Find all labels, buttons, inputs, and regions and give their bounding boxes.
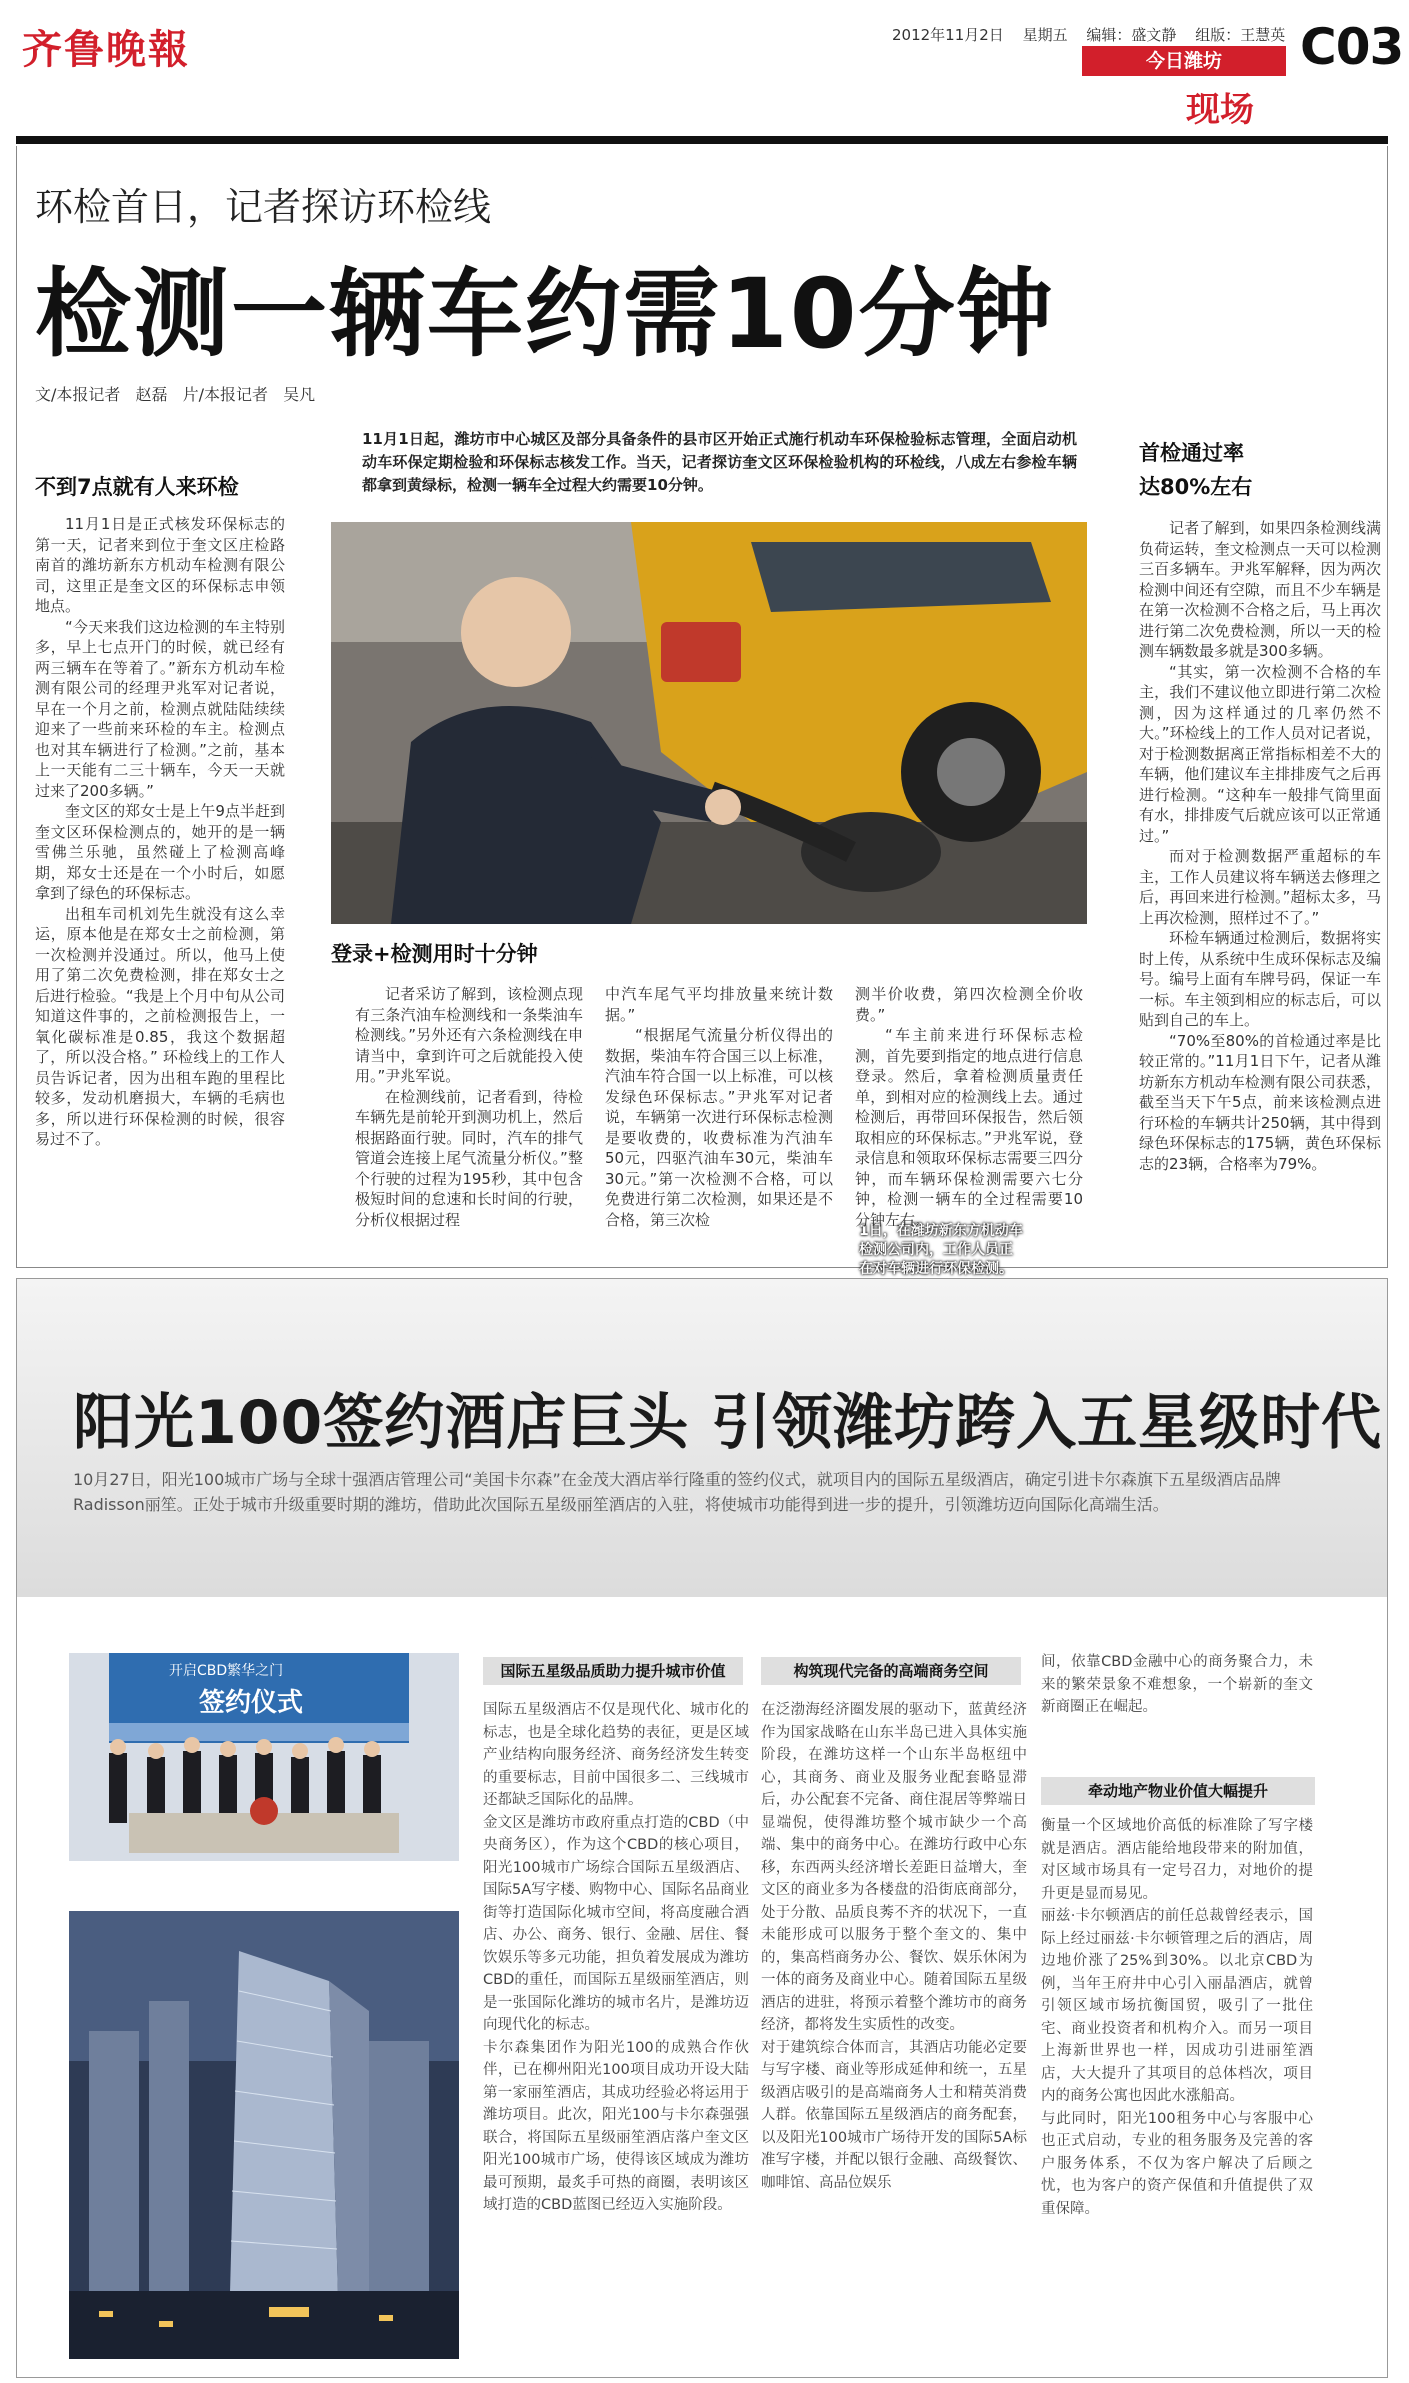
advertorial-column-3-top [1041,1651,1313,1719]
paragraph: 而对于检测数据严重超标的车主，工作人员建议将车辆送去修理之后，再回来进行检测。”超标太多，马上再次检测，照样过不了。” [1139,847,1381,927]
paragraph: 11月1日是正式核发环保标志的第一天，记者来到位于奎文区庄检路南首的潍坊新东方机动车检测有限公司，这里正是奎文区的环保标志申领地点。 [35,515,285,615]
right-subhead-line-2: 达80%左右 [1139,475,1253,499]
article-byline [35,382,325,405]
middle-subhead: 登录+检测用时十分钟 [331,942,538,966]
page-number: C03 [1300,18,1404,76]
section-tag-property-value: 牵动地产物业价值大幅提升 [1041,1777,1315,1805]
paragraph: 对于建筑综合体而言，其酒店功能必定要与写字楼、商业等形成延伸和统一，五星级酒店吸引的是高端商务人士和精英消费人群。依靠国际五星级酒店的商务配套，以及阳光100城市广场待开发的国际5A标准写字楼，并配以银行金融、高级餐饮、咖啡馆、高品位娱乐 [761,2039,1027,2191]
article-headline: 检测一辆车约需10分钟 [35,258,1055,370]
paragraph: 测半价收费，第四次检测全价收费。” [855,985,1083,1024]
paragraph: “70%至80%的首检通过率是比较正常的。”11月1日下午，记者从潍坊新东方机动车检测有限公司获悉，截至当天下午5点，前来该检测点进行环检的车辆共计250辆，其中得到绿色环保标志的175辆，黄色环保标志的23辆，合格率为79%。 [1139,1031,1381,1173]
advertorial-column-1 [483,1699,749,2217]
article-lede: 11月1日起，潍坊市中心城区及部分具备条件的县市区开始正式施行机动车环保检验标志管理，全面启动机动车环保定期检验和环保标志核发工作。当天，记者探访奎文区环保检验机构的环检线，八成左右参检车辆都拿到黄绿标，检测一辆车全过程大约需要10分钟。 [362,430,1077,494]
paragraph: 金文区是潍坊市政府重点打造的CBD（中央商务区），作为这个CBD的核心项目，阳光100城市广场综合国际五星级酒店、国际5A写字楼、购物中心、国际名品商业街等打造国际化城市空间，将高度融合酒店、办公、商务、银行、金融、居住、餐饮娱乐等多元功能，担负着发展成为潍坊CBD的重任，而国际五星级丽笙酒店，则是一张国际化潍坊的城市名片，是潍坊迈向现代化的标志。 [483,1814,749,2033]
editor-credit: 编辑：盛文静 [1086,26,1177,44]
paragraph: 中汽车尾气平均排放量来统计数据。” [605,985,833,1024]
section-tag-city-value: 国际五星级品质助力提升城市价值 [483,1657,743,1685]
photo-illustration [69,1911,459,2359]
paragraph: 奎文区的郑女士是上午9点半赶到奎文区环保检测点的，她开的是一辆雪佛兰乐驰，虽然碰上了检测高峰期，郑女士还是在一个小时后，如愿拿到了绿色的环保标志。 [35,802,285,902]
paragraph: 记者了解到，如果四条检测线满负荷运转，奎文检测点一天可以检测三百多辆车。尹兆军解释，因为两次检测中间还有空隙，而且不少车辆是在第一次检测不合格之后，马上再次进行第二次免费检测，所以一天的检测车辆数最多就是300多辆。 [1139,519,1381,660]
advertorial-lede: 10月27日，阳光100城市广场与全球十强酒店管理公司“美国卡尔森”在金茂大酒店举行隆重的签约仪式，就项目内的国际五星级酒店，确定引进卡尔森旗下五星级酒店品牌Radisson丽笙。正处于城市升级重要时期的潍坊，借助此次国际五星级丽笙酒店的入驻，将使城市功能得到进一步的提升，引领潍坊迈向国际化高端生活。 [73,1470,1281,1514]
left-subhead: 不到7点就有人来环检 [35,475,239,499]
subsection-label: 现场 [1186,90,1254,130]
byline-text-label: 文/本报记者 [35,385,121,404]
advertorial-article [16,1278,1388,2378]
issue-date: 2012年11月2日 [892,26,1004,44]
paragraph: 出租车司机刘先生就没有这么幸运，原本他是在郑女士之前检测，第一次检测并没通过。所以，他马上使用了第二次免费检测，排在郑女士之后进行检验。“我是上个月中旬从公司知道这件事的，之前检测报告上，一氧化碳标准是0.85，我这个数据超了，所以没合格。” 环检线上的工作人员告诉记者，因为出租车跑的里程比较多，发动机磨损大，车辆的毛病也多，所以进行环保检测的时候，很容易过不了。 [35,904,285,1148]
signing-ceremony-photo [69,1653,459,1861]
right-subhead-line-1: 首检通过率 [1139,441,1244,465]
article-kicker: 环检首日，记者探访环检线 [35,185,492,229]
paragraph: 在检测线前，记者看到，待检车辆先是前轮开到测功机上，然后根据路面行驶。同时，汽车的排气管道会连接上尾气流量分析仪。”整个行驶的过程为195秒，其中包含极短时间的怠速和长时间的行驶，分析仪根据过程 [355,1087,583,1229]
paragraph: 记者采访了解到，该检测点现有三条汽油车检测线和一条柴油车检测线。”另外还有六条检测线在申请当中，拿到许可之后就能投入使用。”尹兆军说。 [355,985,583,1085]
middle-column-3 [855,984,1083,1230]
middle-column-2 [605,984,833,1230]
byline-text-author: 赵磊 [135,385,168,404]
paragraph: 环检车辆通过检测后，数据将实时上传，从系统中生成环保标志及编号。编号上面有车牌号码，保证一车一标。车主领到相应的标志后，可以贴到自己的车上。 [1139,929,1381,1029]
main-article [16,146,1388,1277]
photo-caption: 1日，在潍坊新东方机动车检测公司内，工作人员正在对车辆进行环保检测。 [859,1223,1023,1277]
paragraph: “今天来我们这边检测的车主特别多，早上七点开门的时候，就已经有两三辆车在等着了。”新东方机动车检测有限公司的经理尹兆军对记者说，早在一个月之前，检测点就陆陆续续迎来了一些前来环检的车主。检测点也对其车辆进行了检测。”之前，基本上一天能有二三十辆车，今天一天就过来了200多辆。” [35,617,285,800]
paragraph: 与此同时，阳光100租务中心与客服中心也正式启动，专业的租务服务及完善的客户服务体系，不仅为客户解决了后顾之忧，也为客户的资产保值和升值提供了双重保障。 [1041,2110,1313,2217]
advertorial-column-2 [761,1699,1027,2194]
photo1-banner-text: 开启CBD繁华之门 [169,1663,284,1679]
paragraph: 卡尔森集团作为阳光100的成熟合作伙伴，已在柳州阳光100项目成功开设大陆第一家丽笙酒店，其成功经验必将运用于潍坊项目。此次，阳光100与卡尔森强强联合，将国际五星级丽笙酒店落户奎文区阳光100城市广场，使得该区域成为潍坊最可预期，最炙手可热的商圈，表明该区域打造的CBD蓝图已经迈入实施阶段。 [483,2039,749,2213]
section-tag-business-space: 构筑现代完备的高端商务空间 [761,1657,1021,1685]
paragraph: 丽兹·卡尔顿酒店的前任总裁曾经表示，国际上经过丽兹·卡尔顿管理之后的酒店，周边地价涨了25%到30%。以北京CBD为例，当年王府井中心引入丽晶酒店，就曾引领区域市场抗衡国贸，吸引了一批住宅、商业投资者和机构介入。而另一项目上海新世界也一样，因成功引进丽笙酒店，大大提升了其项目的总体档次，项目内的商务公寓也因此水涨船高。 [1041,1908,1313,2104]
issue-meta [892,24,1299,45]
middle-column-1 [355,984,583,1230]
photo-illustration [69,1653,459,1861]
byline-photo-label: 片/本报记者 [182,385,269,404]
left-column [35,514,285,1150]
layout-credit: 组版：王慧英 [1195,26,1286,44]
advertorial-headline: 阳光100签约酒店巨头 引领潍坊跨入五星级时代 [73,1388,1383,1458]
masthead [0,0,1409,140]
header-rule [16,136,1388,144]
section-label: 今日潍坊 [1082,46,1286,76]
right-subhead [1139,436,1252,504]
city-skyline-rendering [69,1911,459,2359]
paragraph: 在泛渤海经济圈发展的驱动下，蓝黄经济作为国家战略在山东半岛已进入具体实施阶段，在潍坊这样一个山东半岛枢纽中心，其商务、商业及服务业配套略显滞后，办公配套不完备、商住混居等弊端日显端倪，使得潍坊整个城市缺少一个高端、集中的商务中心。在潍坊行政中心东移，东西两头经济增长差距日益增大，奎文区的商业多为各楼盘的沿街底商部分，处于分散、品质良莠不齐的状况下，一直未能形成可以服务于整个奎文的、集中的，集高档商务办公、餐饮、娱乐休闲为一体的商务及商业中心。随着国际五星级酒店的进驻，将预示着整个潍坊市的商务经济，都将发生实质性的改变。 [761,1702,1027,2033]
newspaper-logo: 齐鲁晚報 [22,26,190,73]
issue-weekday: 星期五 [1022,26,1068,44]
paragraph: “其实，第一次检测不合格的车主，我们不建议他立即进行第二次检测，因为这样通过的几率仍然不大。”环检线上的工作人员对记者说，对于检测数据离正常指标相差不大的车辆，他们建议车主排排废气之后再进行检测。“这种车一般排气筒里面有水，排排废气后就应该可以正常通过。” [1139,662,1381,845]
paragraph: “根据尾气流量分析仪得出的数据，柴油车符合国三以上标准，汽油车符合国一以上标准，可以核发绿色环保标志。”尹兆军对记者说，车辆第一次进行环保标志检测是要收费的，收费标准为汽油车50元，四驱汽油车30元，柴油车30元。”第一次检测不合格，可以免费进行第二次检测，如果还是不合格，第三次检 [605,1026,833,1229]
advertorial-column-3 [1041,1815,1313,2220]
byline-photo-author: 吴凡 [283,385,316,404]
photo-illustration [331,522,1087,924]
paragraph: 间，依靠CBD金融中心的商务聚合力，未来的繁荣景象不难想象，一个崭新的奎文新商圈正在崛起。 [1041,1654,1313,1715]
paragraph: 国际五星级酒店不仅是现代化、城市化的标志，也是全球化趋势的表征，更是区域产业结构向服务经济、商务经济发生转变的重要标志，目前中国很多二、三线城市还都缺乏国际化的品牌。 [483,1702,749,1808]
paragraph: “车主前来进行环保标志检测，首先要到指定的地点进行信息登录。然后，拿着检测质量责任单，到相对应的检测线上去。通过检测后，再带回环保报告，然后领取相应的环保标志。”尹兆军说，登录信息和领取环保标志需要三四分钟，而车辆环保检测需要六七分钟，检测一辆车的全过程需要10分钟左右。 [855,1026,1083,1229]
photo1-title-text: 签约仪式 [199,1688,304,1718]
paragraph: 衡量一个区域地价高低的标准除了写字楼就是酒店。酒店能给地段带来的附加值，对区域市场具有一定号召力，对地价的提升更是显而易见。 [1041,1818,1313,1902]
right-column [1139,518,1381,1174]
